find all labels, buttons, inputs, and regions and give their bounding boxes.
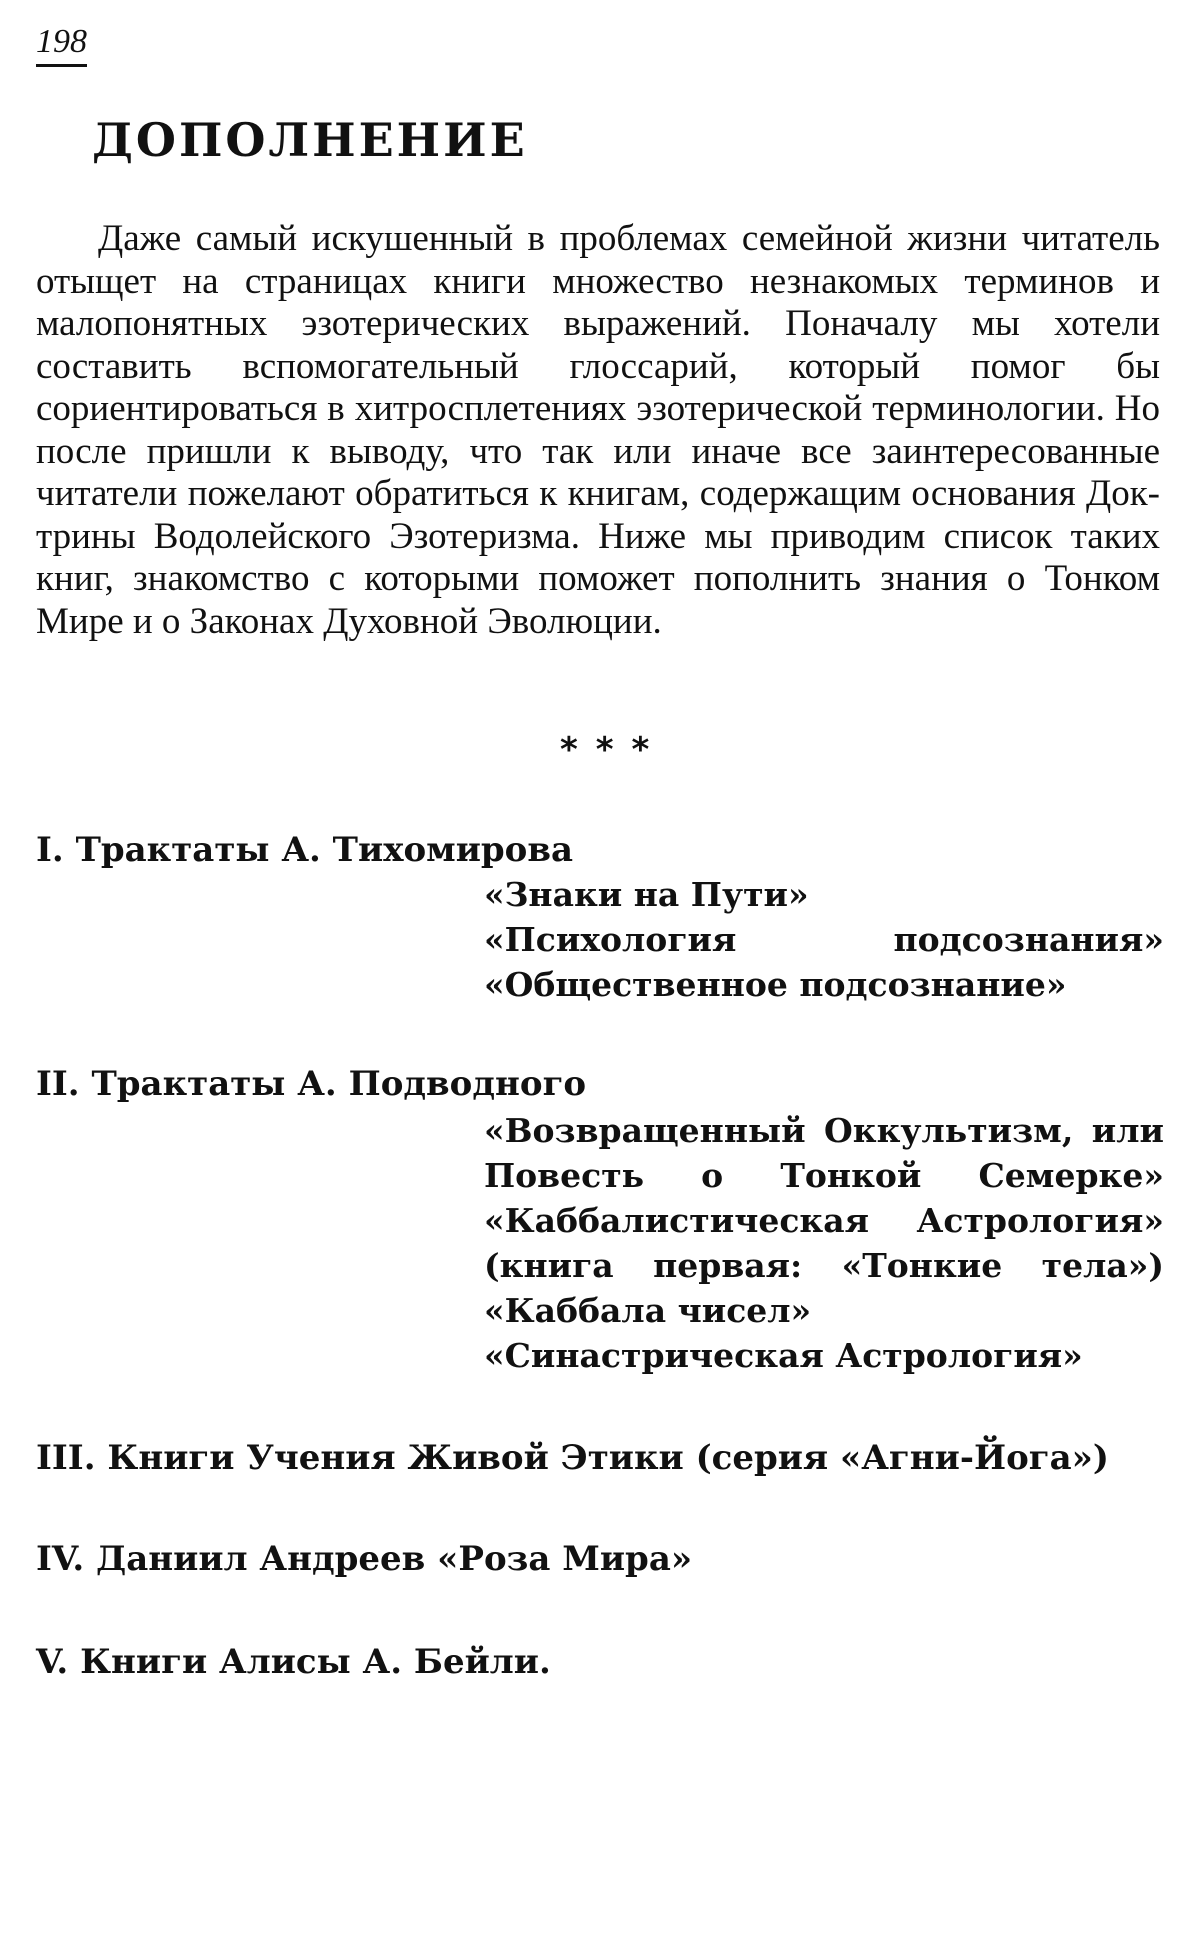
- book-title: «Психология подсознания»: [484, 920, 1164, 959]
- book-title: Повесть о Тонкой Семерке»: [484, 1156, 1164, 1195]
- section-separator: ***: [560, 730, 668, 770]
- section-heading-5: V. Книги Алисы А. Бейли.: [36, 1642, 551, 1682]
- book-title: «Знаки на Пути»: [484, 875, 809, 914]
- section-heading-1: I. Трактаты А. Тихомирова: [36, 830, 574, 870]
- book-list-1: [484, 872, 1164, 1007]
- book-title: «Возвращенный Оккультизм, или: [484, 1111, 1164, 1150]
- section-heading-2: II. Трактаты А. Подводного: [36, 1064, 587, 1104]
- section-heading-3: III. Книги Учения Живой Этики (серия «Агни-Йога»): [36, 1438, 1109, 1478]
- book-title: «Каббала чисел»: [484, 1291, 812, 1330]
- page-number: 198: [36, 22, 87, 67]
- book-title: (книга первая: «Тонкие тела»): [484, 1246, 1164, 1285]
- section-heading-4: IV. Даниил Андреев «Роза Мира»: [36, 1539, 693, 1579]
- page-title: ДОПОЛНЕНИЕ: [92, 113, 528, 167]
- book-list-2: [484, 1108, 1164, 1378]
- book-title: «Каббалистическая Астрология»: [484, 1201, 1164, 1240]
- book-title: «Общественное подсознание»: [484, 965, 1067, 1004]
- book-title: «Синастрическая Астрология»: [484, 1336, 1083, 1375]
- intro-paragraph: Даже самый искушенный в проблемах семейной жизни читатель отыщет на страницах книги множество незнакомых терминов и малопонятных эзотерических выражений. Поначалу мы хотели составить вспомогательный глоссарий, который помог бы сориентироваться в хитросплетениях эзотерической терминологии. Но после пришли к выводу, что так или иначе все заинтересованные читатели пожелают обратиться к книгам, содержащим основания Доктрины Водолейского Эзотеризма. Ниже мы приводим список таких книг, знакомство с которыми поможет пополнить знания о Тонком Мире и о Законах Духовной Эволюции.: [36, 218, 1160, 642]
